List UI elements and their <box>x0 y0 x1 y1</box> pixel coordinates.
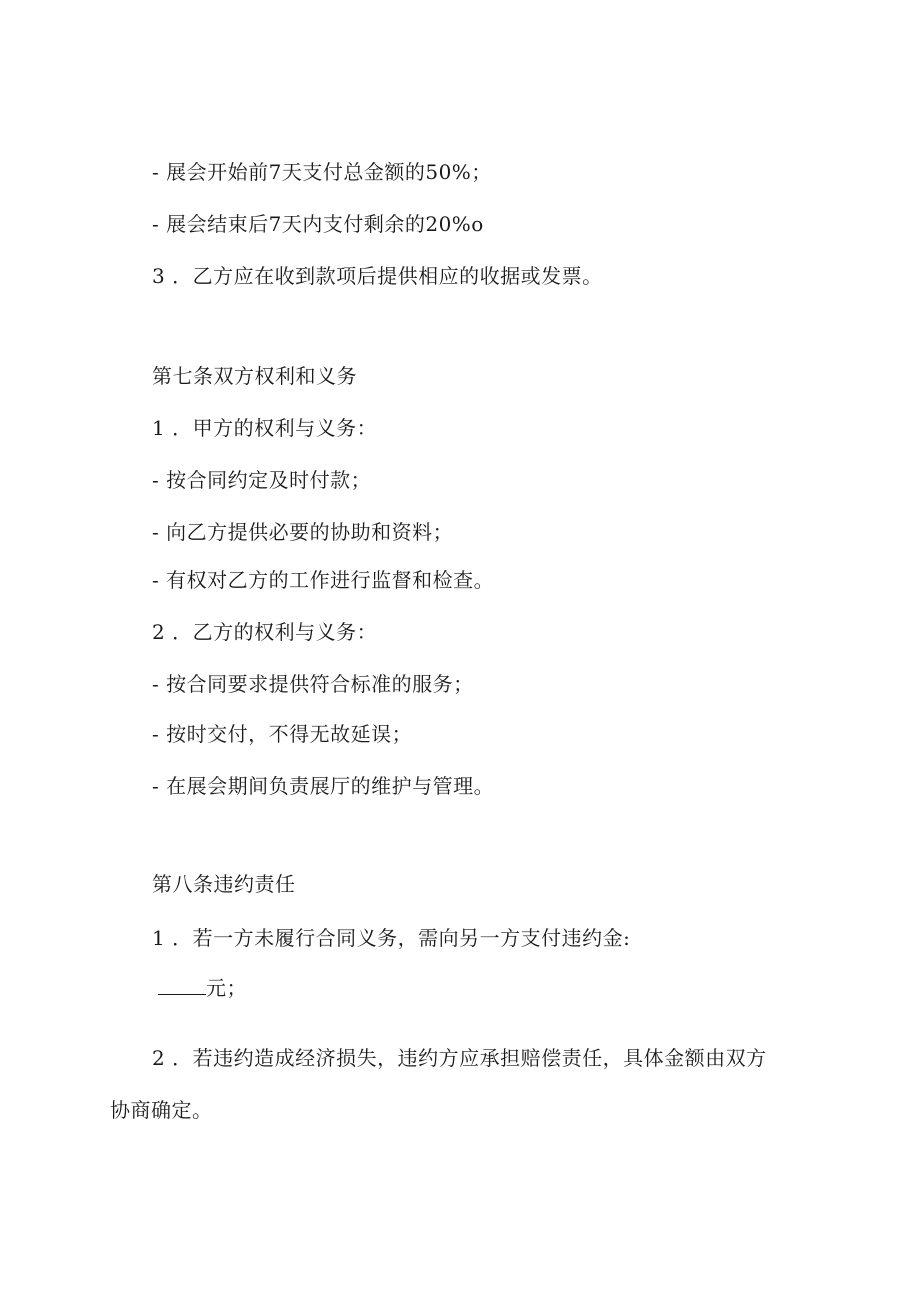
article-7-item-2-point: - 在展会期间负责展厅的维护与管理。 <box>152 774 495 798</box>
penalty-amount-line <box>158 974 247 1002</box>
article-7-item-1-point: - 向乙方提供必要的协助和资料； <box>152 520 454 544</box>
article-7-item-2-point: - 按时交付，不得无故延误； <box>152 722 413 746</box>
amount-unit: 元； <box>206 976 247 1000</box>
article-7-item-1-point: - 按合同约定及时付款； <box>152 468 372 492</box>
article-7-item-2: 2 ．乙方的权利与义务： <box>152 620 378 644</box>
payment-term-after-expo: - 展会结束后7天内支付剩余的20%o <box>152 212 484 236</box>
payment-item-3: 3 ．乙方应在收到款项后提供相应的收据或发票。 <box>152 264 603 288</box>
article-8-item-2-continued: 协商确定。 <box>110 1098 213 1122</box>
article-7-item-1: 1 ．甲方的权利与义务： <box>152 416 378 440</box>
article-8-item-2: 2 ．若违约造成经济损失，违约方应承担赔偿责任，具体金额由双方 <box>152 1046 767 1070</box>
article-8-heading: 第八条违约责任 <box>152 872 296 896</box>
payment-term-before-expo: - 展会开始前7天支付总金额的50%； <box>152 160 492 184</box>
article-7-heading: 第七条双方权利和义务 <box>152 364 357 388</box>
article-7-item-1-point: - 有权对乙方的工作进行监督和检查。 <box>152 568 495 592</box>
amount-blank <box>158 974 206 995</box>
article-7-item-2-point: - 按合同要求提供符合标准的服务； <box>152 672 474 696</box>
article-8-item-1: 1 ．若一方未履行合同义务，需向另一方支付违约金: <box>152 926 631 950</box>
